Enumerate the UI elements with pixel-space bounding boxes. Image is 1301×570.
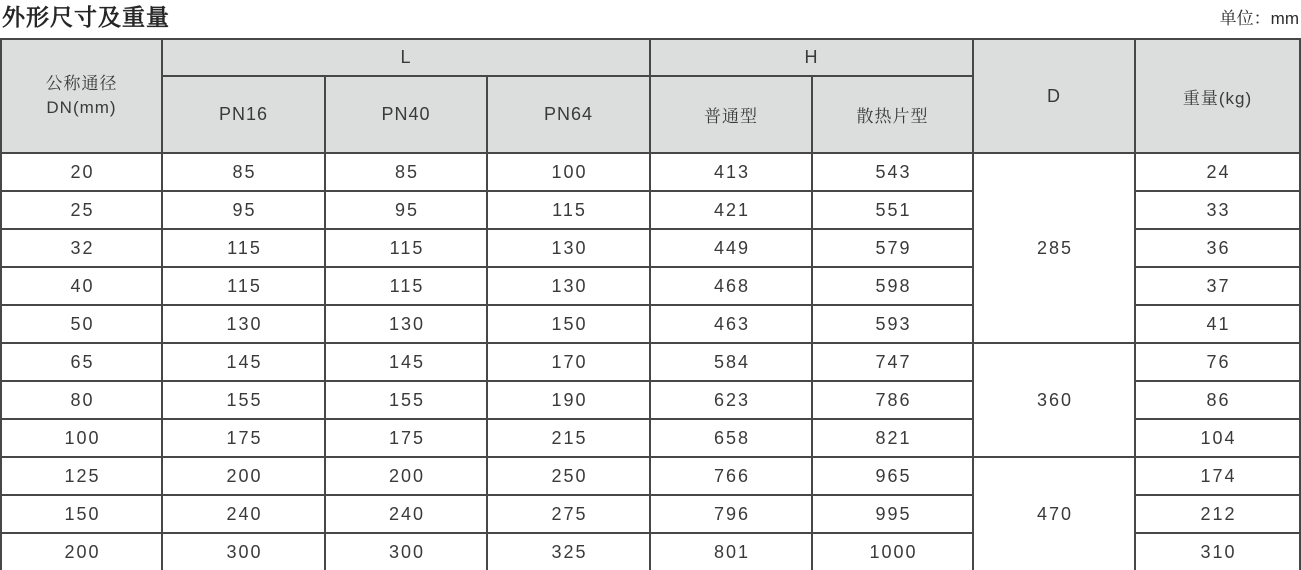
cell-pn40: 175 — [325, 419, 487, 457]
cell-dn: 50 — [1, 305, 162, 343]
table-body — [1, 153, 1300, 570]
cell-pn16: 200 — [162, 457, 325, 495]
header-pn16: PN16 — [162, 76, 325, 153]
cell-weight: 41 — [1135, 305, 1300, 343]
cell-h-normal: 658 — [650, 419, 812, 457]
cell-d: 470 — [973, 457, 1135, 570]
cell-h-normal: 584 — [650, 343, 812, 381]
cell-weight: 37 — [1135, 267, 1300, 305]
cell-pn40: 240 — [325, 495, 487, 533]
header-group-h: H — [650, 39, 973, 76]
cell-h-normal: 413 — [650, 153, 812, 191]
topbar — [0, 0, 1301, 38]
cell-pn16: 240 — [162, 495, 325, 533]
cell-dn: 125 — [1, 457, 162, 495]
cell-weight: 212 — [1135, 495, 1300, 533]
cell-dn: 150 — [1, 495, 162, 533]
cell-pn16: 300 — [162, 533, 325, 570]
cell-pn64: 150 — [487, 305, 650, 343]
cell-h-fin: 747 — [812, 343, 973, 381]
cell-weight: 174 — [1135, 457, 1300, 495]
cell-h-fin: 551 — [812, 191, 973, 229]
cell-pn64: 250 — [487, 457, 650, 495]
header-h-normal: 普通型 — [650, 76, 812, 153]
table-row — [1, 343, 1300, 381]
cell-pn64: 325 — [487, 533, 650, 570]
header-dn-line2: DN(mm) — [46, 98, 117, 117]
cell-d: 285 — [973, 153, 1135, 343]
cell-dn: 20 — [1, 153, 162, 191]
cell-pn64: 215 — [487, 419, 650, 457]
cell-dn: 65 — [1, 343, 162, 381]
cell-d: 360 — [973, 343, 1135, 457]
cell-pn64: 275 — [487, 495, 650, 533]
cell-h-normal: 421 — [650, 191, 812, 229]
unit-label: 单位：mm — [1219, 9, 1299, 29]
cell-pn40: 95 — [325, 191, 487, 229]
cell-pn40: 145 — [325, 343, 487, 381]
cell-pn40: 200 — [325, 457, 487, 495]
cell-pn40: 155 — [325, 381, 487, 419]
cell-pn64: 170 — [487, 343, 650, 381]
cell-pn64: 130 — [487, 229, 650, 267]
header-pn40: PN40 — [325, 76, 487, 153]
cell-h-normal: 468 — [650, 267, 812, 305]
header-h-fin: 散热片型 — [812, 76, 973, 153]
cell-pn16: 115 — [162, 229, 325, 267]
cell-pn40: 300 — [325, 533, 487, 570]
table-row — [1, 153, 1300, 191]
cell-pn16: 85 — [162, 153, 325, 191]
cell-dn: 80 — [1, 381, 162, 419]
dimensions-weight-table — [0, 38, 1301, 570]
cell-pn64: 100 — [487, 153, 650, 191]
cell-h-normal: 623 — [650, 381, 812, 419]
header-pn64: PN64 — [487, 76, 650, 153]
header-group-l: L — [162, 39, 650, 76]
cell-h-normal: 801 — [650, 533, 812, 570]
cell-dn: 25 — [1, 191, 162, 229]
cell-weight: 36 — [1135, 229, 1300, 267]
cell-pn64: 130 — [487, 267, 650, 305]
cell-h-normal: 449 — [650, 229, 812, 267]
cell-h-fin: 995 — [812, 495, 973, 533]
cell-dn: 40 — [1, 267, 162, 305]
cell-pn16: 130 — [162, 305, 325, 343]
cell-h-fin: 593 — [812, 305, 973, 343]
page-title: 外形尺寸及重量 — [2, 3, 170, 30]
cell-weight: 86 — [1135, 381, 1300, 419]
cell-pn40: 115 — [325, 267, 487, 305]
cell-h-normal: 766 — [650, 457, 812, 495]
cell-pn64: 115 — [487, 191, 650, 229]
header-group-row — [1, 39, 1300, 76]
table-header — [1, 39, 1300, 153]
cell-pn40: 85 — [325, 153, 487, 191]
cell-dn: 100 — [1, 419, 162, 457]
cell-h-fin: 543 — [812, 153, 973, 191]
cell-pn16: 175 — [162, 419, 325, 457]
header-weight: 重量(kg) — [1135, 39, 1300, 153]
header-dn — [1, 39, 162, 153]
cell-h-fin: 579 — [812, 229, 973, 267]
table-row — [1, 457, 1300, 495]
cell-weight: 33 — [1135, 191, 1300, 229]
cell-h-fin: 598 — [812, 267, 973, 305]
cell-pn16: 145 — [162, 343, 325, 381]
cell-h-fin: 965 — [812, 457, 973, 495]
cell-pn64: 190 — [487, 381, 650, 419]
cell-pn16: 155 — [162, 381, 325, 419]
cell-h-fin: 1000 — [812, 533, 973, 570]
cell-dn: 32 — [1, 229, 162, 267]
cell-weight: 76 — [1135, 343, 1300, 381]
cell-weight: 24 — [1135, 153, 1300, 191]
cell-h-fin: 821 — [812, 419, 973, 457]
cell-weight: 104 — [1135, 419, 1300, 457]
header-dn-line1: 公称通径 — [45, 74, 118, 93]
cell-pn16: 95 — [162, 191, 325, 229]
header-d: D — [973, 39, 1135, 153]
cell-h-normal: 796 — [650, 495, 812, 533]
cell-pn16: 115 — [162, 267, 325, 305]
cell-pn40: 130 — [325, 305, 487, 343]
cell-pn40: 115 — [325, 229, 487, 267]
cell-h-fin: 786 — [812, 381, 973, 419]
cell-h-normal: 463 — [650, 305, 812, 343]
cell-dn: 200 — [1, 533, 162, 570]
cell-weight: 310 — [1135, 533, 1300, 570]
